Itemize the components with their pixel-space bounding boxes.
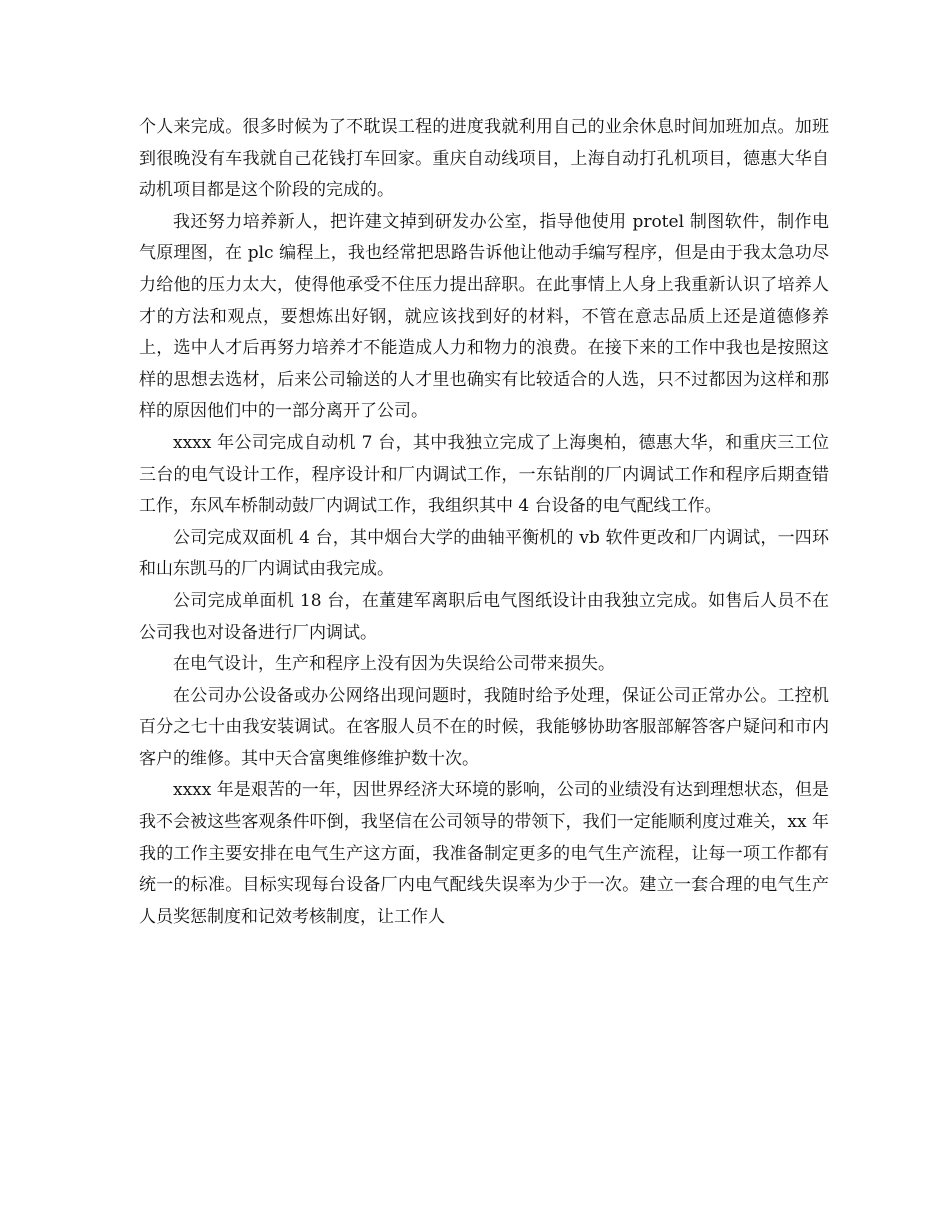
paragraph-training: 我还努力培养新人，把许建文掉到研发办公室，指导他使用 protel 制图软件，制作电气原理图，在 plc 编程上，我也经常把思路告诉他让他动手编写程序，但是由于我太急功尽力给他的压力太大，使得他承受不住压力提出辞职。在此事情上人身上我重新认识了培养人才的方法和观点，要想炼出好钢，就应该找到好的材料，不管在意志品质上还是道德修养上，选中人才后再努力培养才不能造成人力和物力的浪费。在接下来的工作中我也是按照这样的思想去选材，后来公司输送的人才里也确实有比较适合的人选，只不过都因为这样和那样的原因他们中的一部分离开了公司。 [139, 211, 829, 422]
paragraph-next-year-plan: xxxx 年是艰苦的一年，因世界经济大环境的影响，公司的业绩没有达到理想状态，但是我不会被这些客观条件吓倒，我坚信在公司领导的带领下，我们一定能顺利度过难关，xx 年我的工作主要安排在电气生产这方面，我准备制定更多的电气生产流程，让每一项工作都有统一的标准。目标实现每台设备厂内电气配线失误率为少于一次。建立一套合理的电气生产人员奖惩制度和记效考核制度，让工作人 [139, 780, 829, 927]
paragraph-office-support: 在公司办公设备或办公网络出现问题时，我随时给予处理，保证公司正常办公。工控机百分之七十由我安装调试。在客服人员不在的时候，我能够协助客服部解答客户疑问和市内客户的维修。其中天合富奥维修维护数十次。 [139, 685, 829, 769]
paragraph-automatic-machines: xxxx 年公司完成自动机 7 台，其中我独立完成了上海奥柏，德惠大华，和重庆三工位三台的电气设计工作，程序设计和厂内调试工作，一东钻削的厂内调试工作和程序后期查错工作，东风车桥制动鼓厂内调试工作，我组织其中 4 台设备的电气配线工作。 [139, 432, 829, 517]
paragraph-continuation: 个人来完成。很多时候为了不耽误工程的进度我就利用自己的业余休息时间加班加点。加班到很晚没有车我就自己花钱打车回家。重庆自动线项目，上海自动打孔机项目，德惠大华自动机项目都是这个阶段的完成的。 [139, 117, 829, 201]
document-body [139, 112, 829, 933]
paragraph-double-face-machines: 公司完成双面机 4 台，其中烟台大学的曲轴平衡机的 vb 软件更改和厂内调试，一四环和山东凯马的厂内调试由我完成。 [139, 527, 829, 580]
paragraph-single-face-machines: 公司完成单面机 18 台，在董建军离职后电气图纸设计由我独立完成。如售后人员不在公司我也对设备进行厂内调试。 [139, 590, 829, 643]
paragraph-no-losses: 在电气设计，生产和程序上没有因为失误给公司带来损失。 [173, 654, 615, 675]
